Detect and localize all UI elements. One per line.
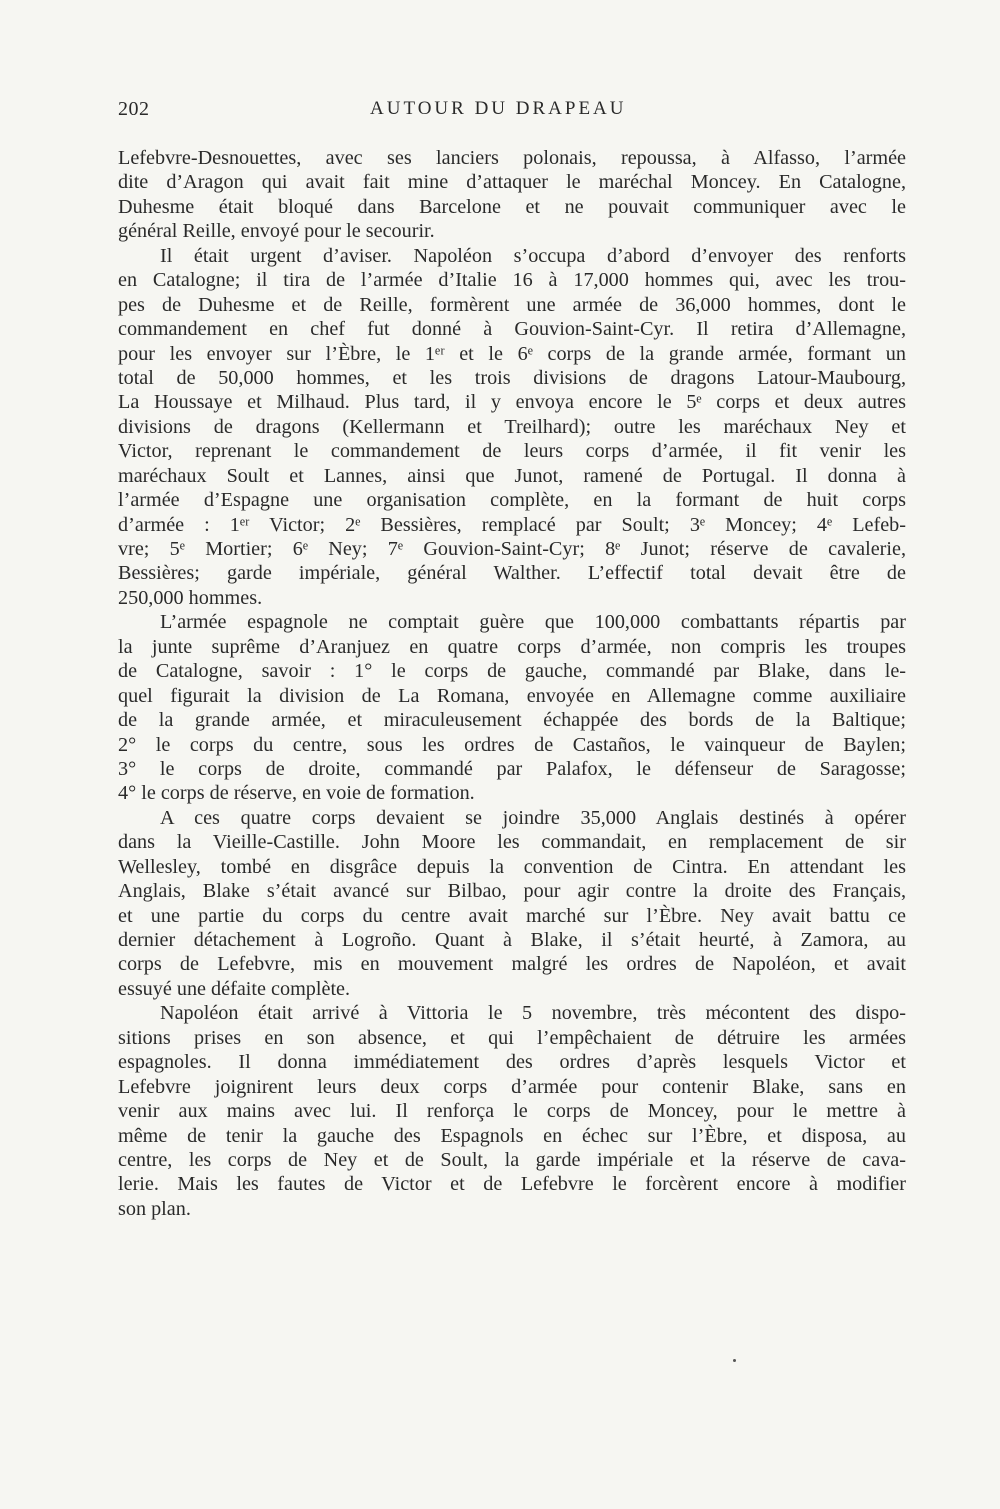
text-line: son plan. [118,1197,191,1220]
text-line: quel figurait la division de La Romana, envoyée en Allemagne comme auxiliaire [118,684,906,707]
text-line: même de tenir la gauche des Espagnols en échec sur l’Èbre, et disposa, au [118,1124,906,1147]
text-line: Duhesme était bloqué dans Barcelone et ne pouvait communiquer avec le [118,195,906,218]
text-line: de Catalogne, savoir : 1° le corps de gauche, commandé par Blake, dans le- [118,660,906,683]
speck-mark [733,1359,736,1362]
text-line: essuyé une défaite complète. [118,977,351,1000]
text-line: 4° le corps de réserve, en voie de formation. [118,782,475,805]
text-line: venir aux mains avec lui. Il renforça le corps de Moncey, pour le mettre à [118,1100,906,1123]
text-line: corps de Lefebvre, mis en mouvement malgré les ordres de Napoléon, et avait [118,953,906,976]
text-line: Lefebvre joignirent leurs deux corps d’armée pour contenir Blake, sans en [118,1075,906,1098]
text-line: commandement en chef fut donné à Gouvion-Saint-Cyr. Il retira d’Allemagne, [118,318,906,341]
text-line: 2° le corps du centre, sous les ordres de Castaños, le vainqueur de Baylen; [118,733,906,756]
text-line: en Catalogne; il tira de l’armée d’Italie 16 à 17,000 hommes qui, avec les trou- [118,269,906,292]
text-line: A ces quatre corps devaient se joindre 35,000 Anglais destinés à opérer [160,806,906,829]
text-line: Wellesley, tombé en disgrâce depuis la convention de Cintra. En attendant les [118,855,906,878]
text-line: dernier détachement à Logroño. Quant à Blake, il s’était heurté, à Zamora, au [118,929,906,951]
text-line: de la grande armée, et miraculeusement échappée des bords de la Baltique; [118,709,906,732]
text-line: Anglais, Blake s’était avancé sur Bilbao, pour agir contre la droite des Français, [118,880,906,903]
text-line: Napoléon était arrivé à Vittoria le 5 novembre, très mécontent des dispo- [160,1002,906,1025]
text-line: général Reille, envoyé pour le secourir. [118,220,435,243]
text-line: La Houssaye et Milhaud. Plus tard, il y envoya encore le 5ᵉ corps et deux autres [118,391,906,414]
text-line: Victor, reprenant le commandement de leurs corps d’armée, il fit venir les [118,440,906,463]
text-line: Il était urgent d’aviser. Napoléon s’occupa d’abord d’envoyer des renforts [160,244,906,267]
text-line: sitions prises en son absence, et qui l’empêchaient de détruire les armées [118,1026,906,1049]
text-line: pes de Duhesme et de Reille, formèrent une armée de 36,000 hommes, dont le [118,293,906,316]
text-line: maréchaux Soult et Lannes, ainsi que Junot, ramené de Portugal. Il donna à [118,464,906,487]
body-text [118,146,906,1221]
page-header [118,98,908,128]
text-line: vre; 5ᵉ Mortier; 6ᵉ Ney; 7ᵉ Gouvion-Saint-Cyr; 8ᵉ Junot; réserve de cavalerie, [118,538,906,560]
text-line: l’armée d’Espagne une organisation complète, en la formant de huit corps [118,489,906,512]
text-line: 3° le corps de droite, commandé par Palafox, le défenseur de Saragosse; [118,757,906,780]
text-line: 250,000 hommes. [118,586,263,609]
text-line: dans la Vieille-Castille. John Moore les commandait, en remplacement de sir [118,831,906,854]
text-line: centre, les corps de Ney et de Soult, la garde impériale et la réserve de cava- [118,1148,906,1171]
text-line: et une partie du corps du centre avait marché sur l’Èbre. Ney avait battu ce [118,904,906,927]
text-line: la junte suprême d’Aranjuez en quatre corps d’armée, non compris les troupes [118,635,906,658]
text-line: espagnoles. Il donna immédiatement des ordres d’après lesquels Victor et [118,1051,906,1074]
page-number: 202 [118,98,150,120]
text-line: lerie. Mais les fautes de Victor et de Lefebvre le forcèrent encore à modifier [118,1173,906,1196]
text-line: Bessières; garde impériale, général Walther. L’effectif total devait être de [118,562,906,585]
text-line: dite d’Aragon qui avait fait mine d’attaquer le maréchal Moncey. En Catalogne, [118,171,906,194]
text-line: total de 50,000 hommes, et les trois divisions de dragons Latour-Maubourg, [118,366,906,389]
text-line: pour les envoyer sur l’Èbre, le 1ᵉʳ et le 6ᵉ corps de la grande armée, formant un [118,342,906,365]
text-line: Lefebvre-Desnouettes, avec ses lanciers polonais, repoussa, à Alfasso, l’armée [118,147,906,169]
text-line: divisions de dragons (Kellermann et Treilhard); outre les maréchaux Ney et [118,415,906,438]
text-line: L’armée espagnole ne comptait guère que 100,000 combattants répartis par [160,611,906,634]
running-title: AUTOUR DU DRAPEAU [370,98,627,119]
text-line: d’armée : 1ᵉʳ Victor; 2ᵉ Bessières, remplacé par Soult; 3ᵉ Moncey; 4ᵉ Lefeb- [118,513,906,536]
